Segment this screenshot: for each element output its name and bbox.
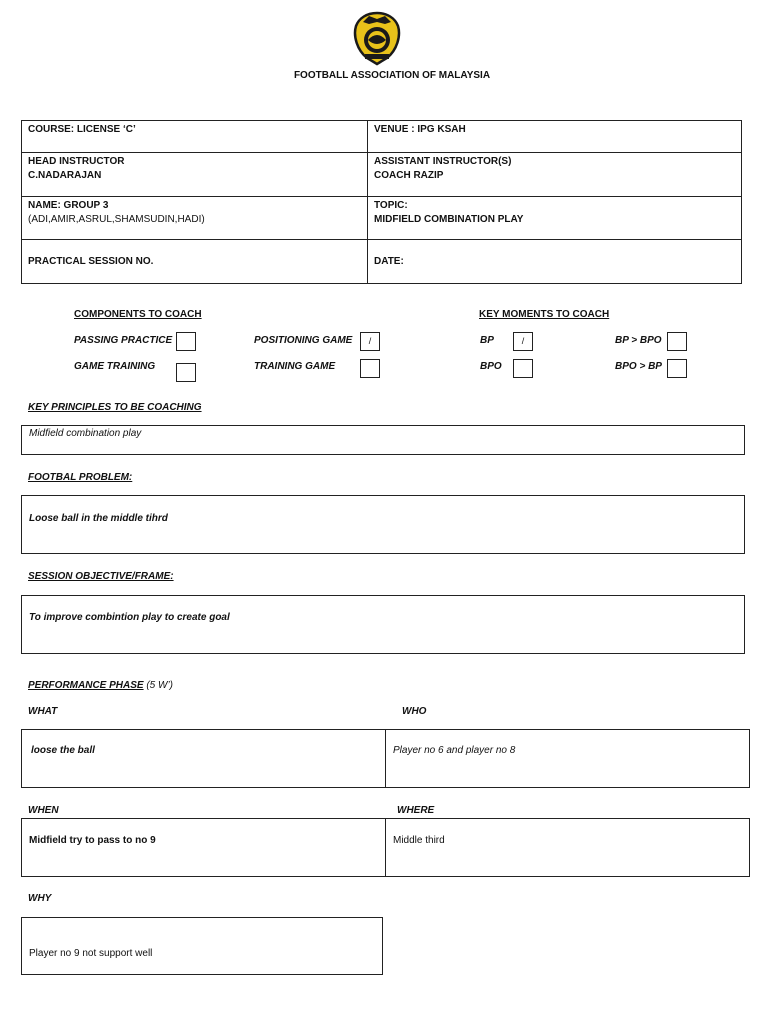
- where-text: Middle third: [393, 835, 445, 846]
- name-label: NAME: GROUP 3: [28, 200, 109, 211]
- topic-cell: [368, 197, 742, 240]
- bp-bpo-checkbox[interactable]: [667, 332, 687, 351]
- game-training-checkbox[interactable]: [176, 363, 196, 382]
- components-heading: COMPONENTS TO COACH: [74, 309, 202, 320]
- performance-phase-suffix: (5 W’): [143, 680, 174, 691]
- date-label: DATE:: [374, 255, 404, 267]
- football-problem-text: Loose ball in the middle tihrd: [29, 513, 168, 524]
- bp-bpo-label: BP > BPO: [615, 335, 662, 346]
- course-text: COURSE: LICENSE ‘C’: [28, 124, 136, 135]
- name-members: (ADI,AMIR,ASRUL,SHAMSUDIN,HADI): [28, 214, 205, 225]
- bpo-bp-checkbox[interactable]: [667, 359, 687, 378]
- where-label: WHERE: [397, 805, 435, 816]
- session-label: PRACTICAL SESSION NO.: [28, 255, 154, 267]
- when-label: WHEN: [28, 805, 59, 816]
- why-label: WHY: [28, 893, 52, 904]
- assistant-instructor-label: ASSISTANT INSTRUCTOR(S): [374, 156, 512, 167]
- what-text: loose the ball: [31, 745, 95, 756]
- what-label: WHAT: [28, 706, 58, 717]
- venue-cell: [368, 121, 742, 153]
- key-moments-heading: KEY MOMENTS TO COACH: [479, 309, 610, 320]
- game-training-label: GAME TRAINING: [74, 361, 156, 372]
- topic-label: TOPIC:: [374, 200, 408, 211]
- assistant-instructor-cell: [368, 153, 742, 197]
- training-game-checkbox[interactable]: [360, 359, 380, 378]
- date-cell: [368, 240, 742, 284]
- bpo-checkbox[interactable]: [513, 359, 533, 378]
- bp-checkbox[interactable]: /: [513, 332, 533, 351]
- head-instructor-label: HEAD INSTRUCTOR: [28, 156, 125, 167]
- key-principles-heading: KEY PRINCIPLES TO BE COACHING: [28, 402, 202, 413]
- name-cell: [22, 197, 368, 240]
- positioning-game-checkbox[interactable]: /: [360, 332, 380, 351]
- session-objective-heading: SESSION OBJECTIVE/FRAME:: [28, 571, 174, 582]
- football-problem-heading: FOOTBAL PROBLEM:: [28, 472, 133, 483]
- head-instructor-value: C.NADARAJAN: [28, 170, 102, 181]
- bpo-bp-label: BPO > BP: [615, 361, 662, 372]
- bp-label: BP: [480, 335, 494, 346]
- why-text: Player no 9 not support well: [29, 948, 153, 959]
- topic-value: MIDFIELD COMBINATION PLAY: [374, 214, 524, 225]
- who-text: Player no 6 and player no 8: [393, 745, 516, 756]
- where-box[interactable]: [385, 818, 750, 877]
- when-text: Midfield try to pass to no 9: [29, 835, 156, 846]
- session-objective-text: To improve combintion play to create goal: [29, 612, 230, 623]
- session-objective-box[interactable]: [21, 595, 745, 654]
- passing-practice-checkbox[interactable]: [176, 332, 196, 351]
- when-box[interactable]: [21, 818, 386, 877]
- venue-text: VENUE : IPG KSAH: [374, 124, 466, 135]
- what-box[interactable]: [21, 729, 386, 788]
- key-principles-text: Midfield combination play: [29, 428, 142, 439]
- assistant-instructor-value: COACH RAZIP: [374, 170, 444, 181]
- bpo-label: BPO: [480, 361, 502, 372]
- key-principles-box[interactable]: [21, 425, 745, 455]
- fam-crest-logo: [349, 10, 405, 66]
- why-box[interactable]: [21, 917, 383, 975]
- training-game-label: TRAINING GAME: [254, 361, 336, 372]
- page-title: FOOTBALL ASSOCIATION OF MALAYSIA: [293, 70, 491, 81]
- who-box[interactable]: [385, 729, 750, 788]
- who-label: WHO: [402, 706, 427, 717]
- performance-phase-heading: [28, 680, 173, 691]
- football-problem-box[interactable]: [21, 495, 745, 554]
- course-info-table: [21, 120, 742, 284]
- session-cell: [22, 240, 368, 284]
- head-instructor-cell: [22, 153, 368, 197]
- passing-practice-label: PASSING PRACTICE: [74, 335, 173, 346]
- performance-phase-title: PERFORMANCE PHASE: [28, 680, 144, 691]
- positioning-game-label: POSITIONING GAME: [254, 335, 353, 346]
- course-cell: [22, 121, 368, 153]
